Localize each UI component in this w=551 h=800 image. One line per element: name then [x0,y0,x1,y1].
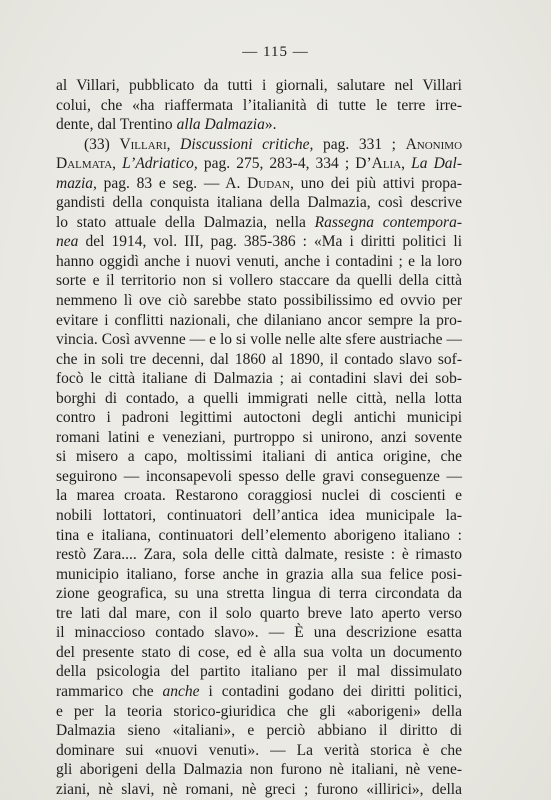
text-line [56,428,462,448]
text-segment: colui, che «ha riaffermata l’italianità di tutte le terre irre- [56,96,462,114]
text-line [56,135,462,155]
text-segment: pag. 331 ; [313,135,406,153]
text-segment: L’Adriatico, [122,155,198,173]
text-segment: al Villari, pubblicato da tutti i giornali, salutare nel Villari [56,77,462,94]
text-segment: Anonimo [405,135,463,153]
text-line [56,662,462,682]
text-segment: Dalmazia sieno «italiani», e perciò abbiano il diritto di [56,722,462,740]
text-line [56,760,462,780]
text-segment: si misero a capo, moltissimi italiani di antica origine, che [56,448,462,466]
text-segment: focò le città italiane di Dalmazia ; ai contadini slavi dei sob- [56,370,462,388]
text-segment: della psicologia del partito italiano per il mal dissimulato [56,663,462,681]
text-line [56,526,462,546]
text-segment: del presente stato di cose, ed è alla sua volta un documento [56,643,462,661]
text-segment: lo stato attuale della Dalmazia, nella [56,213,315,231]
text-segment [171,136,181,153]
text-line [56,271,462,291]
text-line [56,643,462,663]
text-segment: Villari, [119,135,171,153]
text-line [56,721,462,741]
text-segment: pag. 275, 283-4, 334 ; [197,155,356,173]
text-segment: anche [162,682,200,700]
text-segment: gli aborigeni della Dalmazia non furono nè italiani, nè vene- [56,761,462,779]
text-line [56,291,462,311]
text-segment: zione geografica, su una stretta lingua di terra circondata da [56,585,462,603]
text-segment: il minaccioso contado slavo». — È una descrizione esatta [56,624,462,642]
text-segment: i contadini godano dei diritti politici, [199,682,462,700]
text-segment: La Dal- [411,155,462,173]
text-segment: Discussioni critiche, [180,135,314,153]
text-segment: hanno oggidì anche i nuovi venuti, anche i contadini ; e la loro [56,252,462,270]
text-line [56,193,462,213]
text-segment: mazia, [56,174,97,192]
text-segment: che in soli tre decenni, dal 1860 al 1890, il contado slavo sof- [56,350,462,368]
text-segment: ziani, nè slavi, nè romani, nè greci ; furono «illirici», della [56,780,462,798]
text-segment: romani latini e veneziani, purtroppo si unirono, anzi sovente [56,428,462,446]
text-line [56,330,462,350]
text-line [56,702,462,722]
text-segment: municipio italiano, forse anche in grazia alla sua felice posi- [56,565,462,583]
text-line [56,741,462,761]
text-segment: Rassegna contempora- [314,213,463,231]
text-line [56,154,462,174]
text-line [56,447,462,467]
text-line [56,232,462,252]
text-line [56,252,462,272]
text-line [56,545,462,565]
text-segment: Dudan, [247,174,294,192]
text-line [56,584,462,604]
text-segment: tina e italiana, continuatori dell’elemento aborigeno italiano : [56,526,462,544]
text-segment: D’Alia, [355,155,406,173]
text-line [56,350,462,370]
text-segment: Dalmata, [56,155,117,173]
text-segment: (33) [84,135,120,153]
text-line [56,389,462,409]
text-line [56,604,462,624]
text-segment: dente, dal Trentino [56,116,177,134]
text-line [56,115,462,135]
text-segment: nea [56,233,79,251]
text-segment: restò Zara.... Zara, sola delle città dalmate, resiste : è rimasto [56,546,462,564]
text-line [56,369,462,389]
text-segment: vincia. Così avvenne — e lo si volle nelle alte sfere austriache — [56,331,462,349]
text-segment: contro i padroni legittimi autoctoni degli antichi municipi [56,409,462,427]
text-line [56,311,462,331]
text-line [56,213,462,233]
page-number: — 115 — [242,44,309,60]
text-line [56,174,462,194]
text-line [56,467,462,487]
text-segment: seguirono — inconsapevoli spesso delle gravi conseguenze — [56,467,462,485]
text-segment: evitare i conflitti nazionali, che dilaniano ancor sempre la pro- [56,311,462,329]
text-segment: rammarico che [56,682,163,700]
text-line [56,506,462,526]
text-segment: del 1914, vol. III, pag. 385-386 : «Ma i diritti politici li [78,233,462,251]
text-line [56,486,462,506]
text-segment: gandisti della conquista italiana della Dalmazia, così descrive [56,194,462,212]
text-line [56,96,462,116]
text-segment: nobili lottatori, continuatori dell’antica idea municipale la- [56,507,462,525]
text-line [56,565,462,585]
text-line [56,623,462,643]
text-segment: dominare sui «nuovi venuti». — La verità storica è che [56,741,462,759]
text-segment: la marea croata. Restarono coraggiosi nuclei di coscienti e [56,487,462,505]
text-segment: tre lati dal mare, con il solo quarto breve lato aperto verso [56,604,462,622]
text-segment: e per la teoria storico-giuridica che gli «aborigeni» della [56,702,462,720]
text-line [56,408,462,428]
text-segment: pag. 83 e seg. — A. [96,174,248,192]
text-segment: ». [264,116,277,134]
text-segment: alla Dalmazia [176,116,265,134]
text-segment: uno dei più attivi propa- [293,174,462,192]
text-line [56,76,462,96]
text-segment: borghi di contado, a quelli immigrati nelle città, nella lotta [56,389,462,407]
text-line [56,780,462,800]
text-segment: nemmeno lì ove ciò sarebbe stato possibilissimo ed ovvio per [56,292,462,310]
text-segment: sorte e il territorio non si vollero staccare da quelli della città [56,272,462,290]
body-text [56,76,462,799]
text-line [56,682,462,702]
